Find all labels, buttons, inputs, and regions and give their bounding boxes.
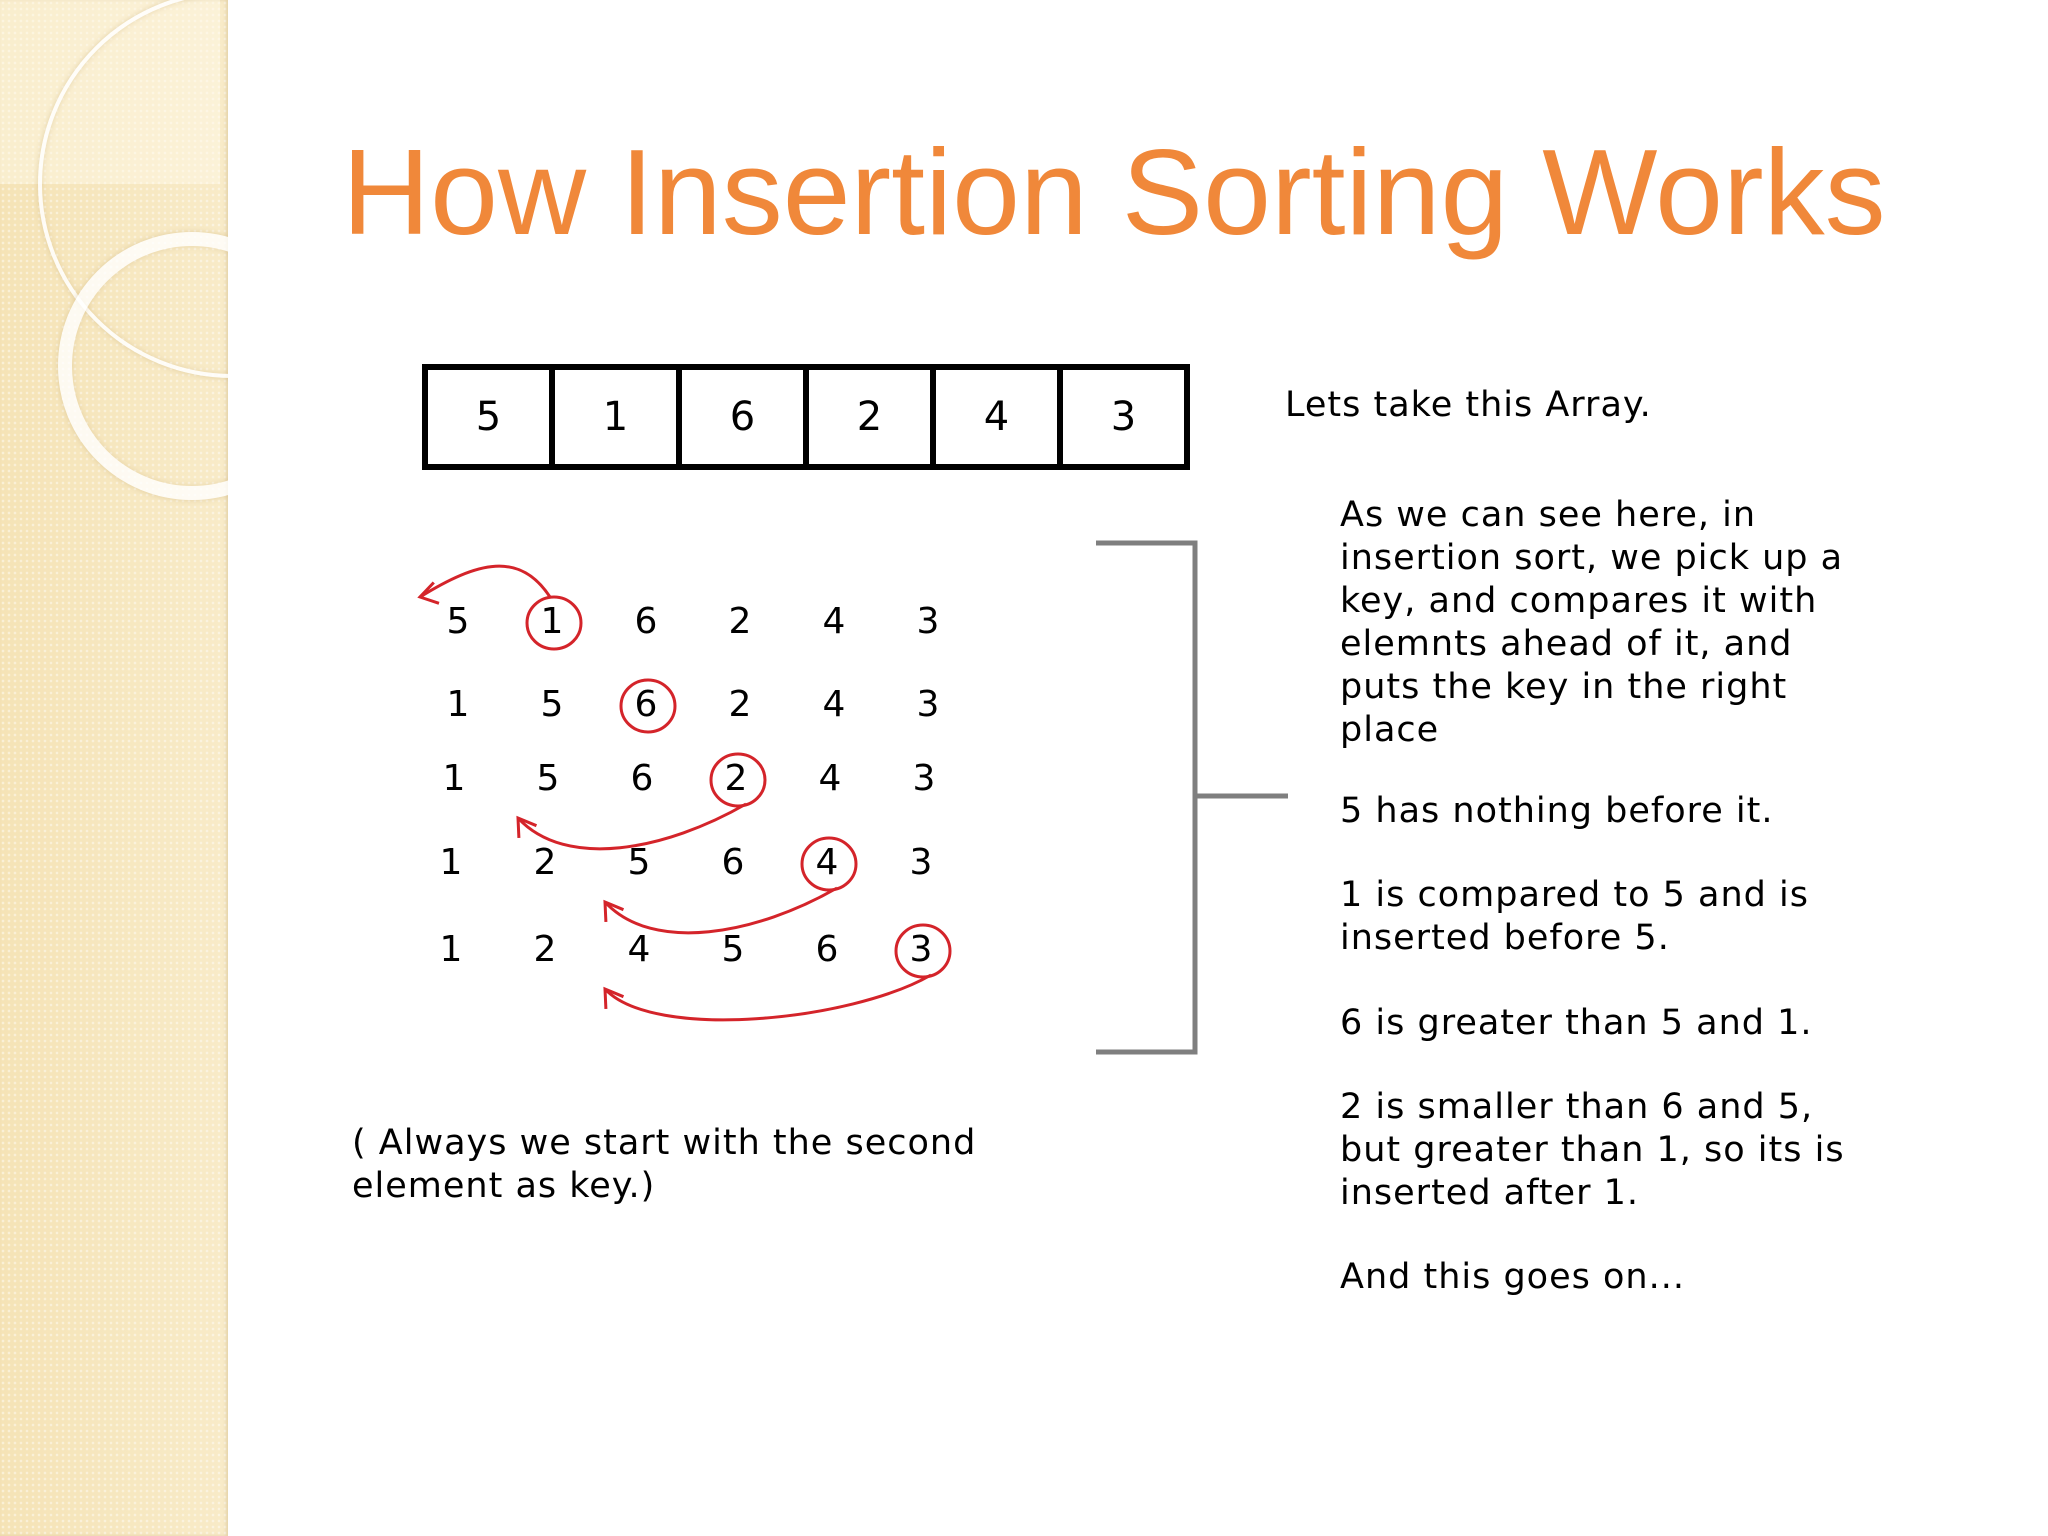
step-value: 2 xyxy=(533,842,557,883)
caption-step-1: 5 has nothing before it. xyxy=(1340,791,1774,831)
step-value: 6 xyxy=(634,684,658,725)
step-value: 5 xyxy=(536,758,560,799)
array-cell: 1 xyxy=(555,370,682,464)
step-value: 1 xyxy=(540,601,564,642)
caption-key-note: ( Always we start with the second element as key.) xyxy=(352,1123,977,1206)
steps-bracket xyxy=(1096,543,1288,1052)
step-value: 4 xyxy=(818,758,842,799)
step-value: 6 xyxy=(721,842,745,883)
step-value: 3 xyxy=(916,601,940,642)
step-value: 4 xyxy=(822,601,846,642)
array-cell: 4 xyxy=(936,370,1063,464)
insert-arrow xyxy=(605,975,931,1020)
caption-intro: Lets take this Array. xyxy=(1285,385,1652,425)
array-cell: 3 xyxy=(1110,394,1137,440)
step-value: 2 xyxy=(533,929,557,970)
insert-arrow xyxy=(605,888,837,933)
step-value: 1 xyxy=(439,842,463,883)
caption-step-2: 1 is compared to 5 and is inserted before 5. xyxy=(1340,875,1809,958)
array-cell: 2 xyxy=(809,370,936,464)
step-value: 5 xyxy=(446,601,470,642)
step-value: 5 xyxy=(540,684,564,725)
array-cell: 5 xyxy=(428,370,555,464)
steps-layer xyxy=(420,566,950,1020)
caption-description: As we can see here, in insertion sort, we pick up a key, and compares it with elemnts ahead of it, and puts the key in the right place xyxy=(1340,495,1844,750)
slide-title: How Insertion Sorting Works xyxy=(342,124,1886,260)
step-value: 6 xyxy=(815,929,839,970)
step-value: 5 xyxy=(721,929,745,970)
step-value: 6 xyxy=(634,601,658,642)
step-value: 2 xyxy=(724,758,748,799)
step-value: 6 xyxy=(630,758,654,799)
step-value: 4 xyxy=(822,684,846,725)
step-value: 2 xyxy=(728,601,752,642)
caption-step-4: 2 is smaller than 6 and 5, but greater than 1, so its is inserted after 1. xyxy=(1340,1087,1845,1213)
step-value: 5 xyxy=(627,842,651,883)
array-cell: 6 xyxy=(682,370,809,464)
step-value: 1 xyxy=(442,758,466,799)
step-value: 3 xyxy=(909,929,933,970)
step-value: 1 xyxy=(446,684,470,725)
caption-step-5: And this goes on... xyxy=(1340,1257,1685,1297)
step-value: 4 xyxy=(627,929,651,970)
step-value: 2 xyxy=(728,684,752,725)
insert-arrow xyxy=(420,566,550,597)
step-value: 3 xyxy=(909,842,933,883)
step-value: 3 xyxy=(916,684,940,725)
caption-step-3: 6 is greater than 5 and 1. xyxy=(1340,1003,1813,1043)
step-value: 3 xyxy=(912,758,936,799)
step-value: 1 xyxy=(439,929,463,970)
bracket-line xyxy=(1096,543,1195,1052)
step-value: 4 xyxy=(815,842,839,883)
